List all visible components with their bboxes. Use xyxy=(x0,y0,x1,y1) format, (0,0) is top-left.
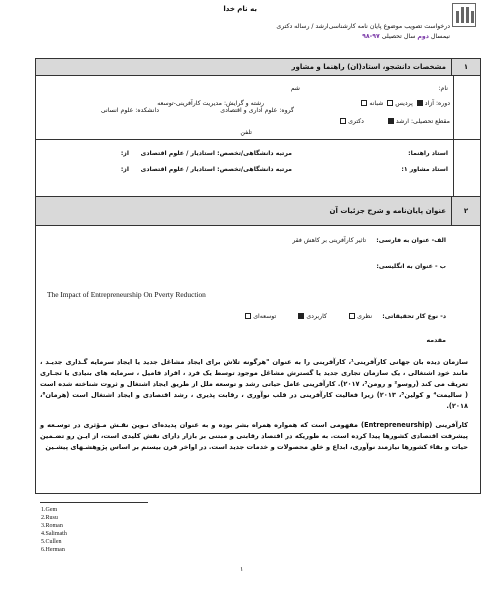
course-checkbox-shabane[interactable] xyxy=(361,100,367,106)
intro-paragraph-1: سازمان دیده بان جهانی کارآفرینی¹، کارآفرینی را به عنوان "هرگونه تلاش برای ایجاد مشاغل جدید یا ایجاد سرمایه گـذاری جدیـد ، مانند خود اشتغالی ، یک سازمان تجاری جدید یا گسترش مشاغل موجود توسط یک فرد ، افراد فامیل ، سرمایه های بنیادی یا تجـاری تعریف می کند (روسو² و رومن³، ۲۰۱۷). کارآفرینی عامل حیاتی رشد و توسعه ملل از طریق ایجاد اشتغال و ثروت شناخته شده است ( سالیمت⁴ و کولین⁵، ۲۰۱۳) زیرا فعالیت کارآفرینی در قلب نوآوری ، رقابت پذیری ، رشد اقتصادی و ایجاد اشتغال است (هرمان⁶، ۲۰۱۸). xyxy=(40,358,468,410)
section2-title: عنوان پایان‌نامه و شرح جزئیات آن xyxy=(329,207,446,215)
section2-header xyxy=(35,196,481,226)
footnote: 5.Cullen xyxy=(41,539,62,545)
footnote: 4.Salimath xyxy=(41,531,67,537)
basmala: به نام خدا xyxy=(223,5,257,13)
english-title-label: ب - عنوان به انگلیسی: xyxy=(376,263,446,270)
type-checkbox-applied[interactable] xyxy=(298,313,304,319)
semester-line: نیمسال دوم سال تحصیلی ۹۷-۹۸ xyxy=(362,33,450,40)
consultant-label: استاد مشاور ۱: xyxy=(401,166,448,173)
section1-header xyxy=(35,58,481,76)
research-type-row: د- نوع کار تحقیقاتی: نظری کاربردی توسعه‌ای xyxy=(243,313,446,321)
section1-title: مشخصات دانشجو، استاد(ان) راهنما و مشاور xyxy=(291,63,446,71)
intro-paragraph-2: کارآفرینی (Entrepreneurship) مفهومی است که همواره همراه بشر بوده و به عنوان پدیده‌ای نـوین نقـش مـؤثری در توسـعه و پیشرفت اقتصادی کشورها پیدا کرده است. به طوریکه در اقتصاد رقابتی و مبتنی بر بازار دارای نقش کلیدی است، از ایـن رو تضـمین حیات و بقاء کشورها نیازمند نوآوری، ابداع و خلق محصولات و خدمات جدید است. در اواخر قرن بیستم بر اساس پژوهشـهای پیشـین xyxy=(40,421,468,451)
course-checkbox-azad[interactable] xyxy=(417,100,423,106)
type-checkbox-theoretical[interactable] xyxy=(349,313,355,319)
footnote: 3.Roman xyxy=(41,523,63,529)
name-field: نام: xyxy=(438,85,448,92)
major-field: رشته و گرایش: مدیریت کارآفرینی-توسعه xyxy=(157,100,264,107)
course-row: دوره: آزاد پردیس شبانه xyxy=(359,100,450,108)
consultant-from: از: xyxy=(120,166,129,173)
level-checkbox-arshad[interactable] xyxy=(388,118,394,124)
course-checkbox-pardis[interactable] xyxy=(387,100,393,106)
footnote: 1.Gem xyxy=(41,507,58,513)
advisor-from: از: xyxy=(120,150,129,157)
section1-number-column xyxy=(453,76,454,196)
divider xyxy=(35,139,481,140)
persian-title-row: الف- عنوان به فارسی: تاثیر کارآفرینی بر کاهش فقر xyxy=(292,237,446,244)
semester-value: دوم xyxy=(417,33,429,40)
footnote-separator xyxy=(40,502,148,503)
section1-number: ۱ xyxy=(451,59,480,75)
section2-number: ۲ xyxy=(451,197,480,225)
faculty-field: دانشکده: علوم انسانی xyxy=(100,107,159,114)
request-title: درخواست تصویب موضوع پایان نامه کارشناسی‌ارشد / رساله دکتری xyxy=(276,23,450,30)
intro-heading: مقدمه xyxy=(426,337,446,344)
english-title: The Impact of Entrepreneurship On Pverty Reduction xyxy=(47,290,206,299)
university-logo xyxy=(452,3,476,27)
type-checkbox-developmental[interactable] xyxy=(245,313,251,319)
level-checkbox-doctorate[interactable] xyxy=(340,118,346,124)
consultant-rank: مرتبه دانشگاهی/تخصص: استادیار / علوم اقتصادی xyxy=(140,166,292,173)
level-row: مقطع تحصیلی: ارشد دکتری xyxy=(338,118,450,126)
year-value: ۹۷-۹۸ xyxy=(362,33,380,40)
phone-field: تلفن xyxy=(240,129,252,136)
group-field: گروه: علوم اداری و اقتصادی xyxy=(220,107,294,114)
advisor-label: استاد راهنما: xyxy=(408,150,448,157)
page-number: ۱ xyxy=(240,566,244,573)
surname-field: شم xyxy=(290,85,300,92)
footnote: 6.Herman xyxy=(41,547,65,553)
advisor-rank: مرتبه دانشگاهی/تخصص: استادیار / علوم اقتصادی xyxy=(140,150,292,157)
persian-title: تاثیر کارآفرینی بر کاهش فقر xyxy=(292,237,367,244)
footnote: 2.Rusu xyxy=(41,515,58,521)
